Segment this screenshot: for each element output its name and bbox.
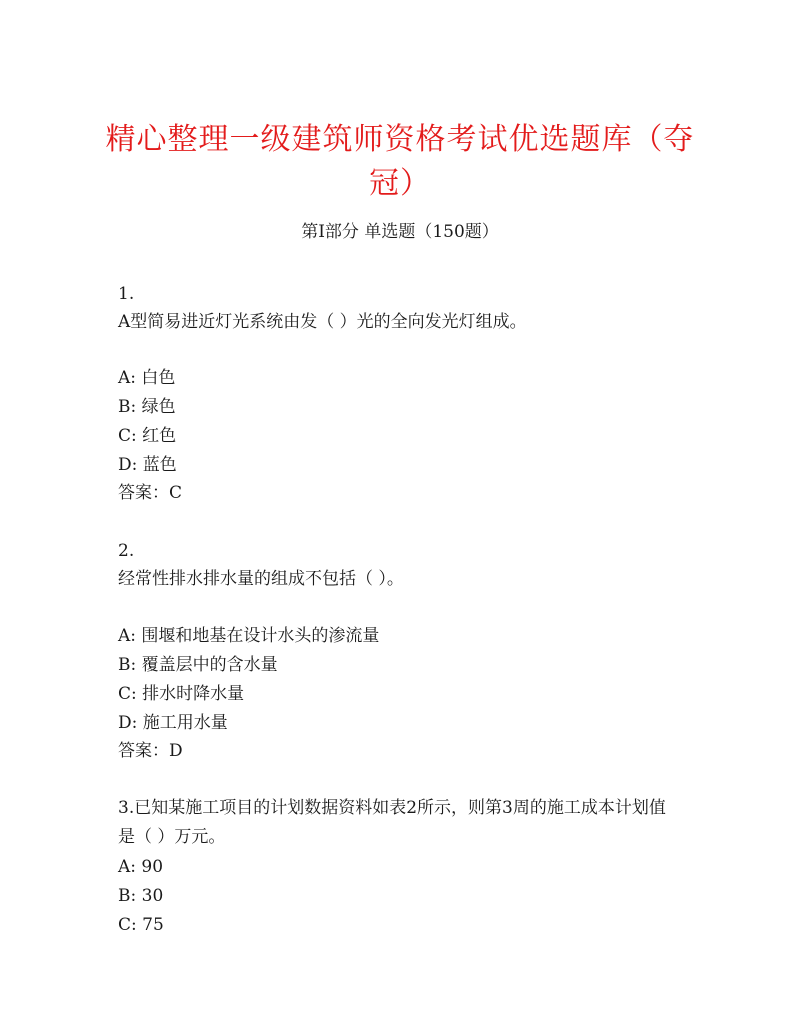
question-3-option-b: B: 30 (118, 886, 164, 906)
question-1-option-a: A: 白色 (118, 368, 176, 388)
question-2-answer: 答案：D (118, 741, 183, 761)
question-1-answer: 答案：C (118, 483, 183, 503)
question-2-option-c: C: 排水时降水量 (118, 684, 245, 704)
question-3-option-c: C: 75 (118, 915, 164, 935)
question-3-stem: 3.已知某施工项目的计划数据资料如表2所示，则第3周的施工成本计划值是（ ）万元。 (118, 798, 666, 847)
question-1-number: 1. (118, 284, 135, 304)
document-title: 精心整理一级建筑师资格考试优选题库（夺冠） (105, 122, 695, 201)
section-heading: 第Ⅰ部分 单选题（150题） (301, 222, 499, 242)
question-1-stem: A型简易进近灯光系统由发（ ）光的全向发光灯组成。 (118, 312, 527, 332)
question-2-option-b: B: 覆盖层中的含水量 (118, 655, 278, 675)
question-2-stem: 经常性排水排水量的组成不包括（ ）。 (118, 569, 404, 589)
question-3-option-a: A: 90 (118, 857, 164, 877)
question-1-option-c: C: 红色 (118, 426, 177, 446)
question-1-option-d: D: 蓝色 (118, 455, 177, 475)
question-2-option-d: D: 施工用水量 (118, 713, 228, 733)
question-2-option-a: A: 围堰和地基在设计水头的渗流量 (118, 626, 380, 646)
question-1-option-b: B: 绿色 (118, 397, 176, 417)
question-2-number: 2. (118, 541, 135, 561)
